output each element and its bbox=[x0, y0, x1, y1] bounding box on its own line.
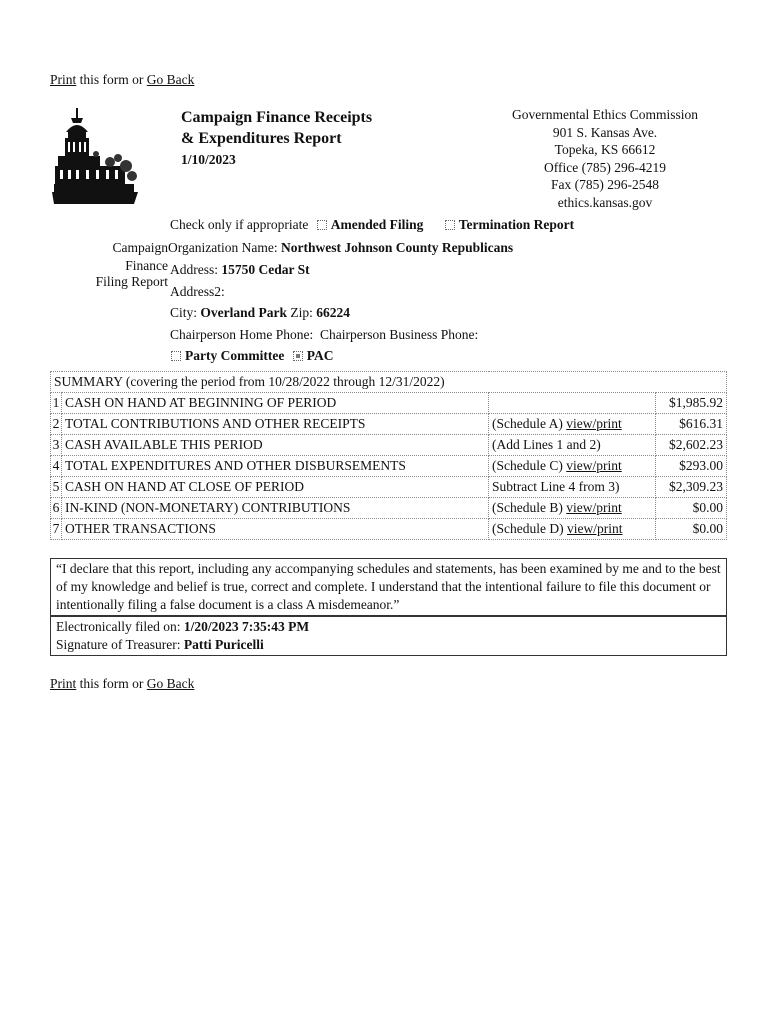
party-committee-checkbox[interactable] bbox=[171, 351, 181, 361]
pac-label: PAC bbox=[306, 348, 334, 363]
agency-name: Governmental Ethics Commission bbox=[512, 107, 698, 122]
schedule-cell bbox=[489, 498, 656, 519]
line-amount: $616.31 bbox=[656, 414, 727, 435]
side-label-finance: Finance bbox=[125, 258, 168, 273]
treasurer-signature-label: Signature of Treasurer: bbox=[56, 637, 181, 652]
line-number: 6 bbox=[51, 498, 62, 519]
report-date: 1/10/2023 bbox=[181, 152, 236, 167]
line-description: TOTAL EXPENDITURES AND OTHER DISBURSEMENTS bbox=[62, 456, 489, 477]
nav-separator-text: this form or bbox=[76, 72, 147, 87]
zip-value: 66224 bbox=[316, 305, 351, 320]
city-zip-row bbox=[170, 305, 350, 321]
summary-table bbox=[50, 371, 727, 540]
report-title-block bbox=[181, 107, 372, 170]
kansas-capitol-seal-icon bbox=[52, 104, 142, 208]
table-row bbox=[51, 456, 727, 477]
schedule-cell bbox=[489, 435, 656, 456]
organization-name-value: Northwest Johnson County Republicans bbox=[280, 240, 514, 255]
treasurer-signature-value: Patti Puricelli bbox=[183, 637, 264, 652]
schedule-cell bbox=[489, 393, 656, 414]
line-amount: $2,602.23 bbox=[656, 435, 727, 456]
agency-fax: Fax (785) 296-2548 bbox=[551, 177, 659, 193]
line-amount: $293.00 bbox=[656, 456, 727, 477]
schedule-cell bbox=[489, 414, 656, 435]
schedule-c-view-print-link[interactable]: view/print bbox=[566, 458, 622, 473]
line-description: IN-KIND (NON-MONETARY) CONTRIBUTIONS bbox=[62, 498, 489, 519]
address-value: 15750 Cedar St bbox=[221, 262, 310, 277]
line-number: 4 bbox=[51, 456, 62, 477]
chairperson-phone-row bbox=[170, 327, 478, 343]
address-label: Address: bbox=[170, 262, 218, 277]
line-amount: $1,985.92 bbox=[656, 393, 727, 414]
filing-info-block bbox=[50, 616, 727, 656]
report-title-line-1: Campaign Finance Receipts bbox=[181, 109, 373, 126]
line-description: OTHER TRANSACTIONS bbox=[62, 519, 489, 540]
schedule-a-view-print-link[interactable]: view/print bbox=[566, 416, 622, 431]
zip-label: Zip: bbox=[290, 305, 313, 320]
committee-type-row bbox=[166, 348, 333, 364]
nav-separator-text-bottom: this form or bbox=[76, 676, 147, 691]
schedule-text: (Schedule A) bbox=[492, 416, 567, 431]
report-title-line-2: & Expenditures Report bbox=[181, 130, 342, 147]
pac-checkbox[interactable] bbox=[293, 351, 303, 361]
line-amount: $0.00 bbox=[656, 498, 727, 519]
line-description: CASH ON HAND AT BEGINNING OF PERIOD bbox=[62, 393, 489, 414]
bottom-nav bbox=[50, 676, 194, 692]
agency-website: ethics.kansas.gov bbox=[557, 194, 653, 210]
termination-report-checkbox[interactable] bbox=[445, 220, 455, 230]
agency-contact-block bbox=[494, 106, 716, 212]
organization-name-label: Organization Name: bbox=[168, 240, 278, 255]
print-link-bottom[interactable]: Print bbox=[50, 676, 77, 691]
side-label-filing-report: Filing Report bbox=[95, 274, 168, 289]
termination-report-label: Termination Report bbox=[458, 217, 575, 232]
schedule-text: (Schedule C) bbox=[492, 458, 567, 473]
filed-on-value: 1/20/2023 7:35:43 PM bbox=[183, 619, 310, 634]
check-prompt: Check only if appropriate bbox=[170, 217, 309, 232]
organization-name-row bbox=[168, 240, 513, 256]
home-phone-label: Chairperson Home Phone: bbox=[170, 327, 314, 342]
city-label: City: bbox=[170, 305, 198, 320]
schedule-cell bbox=[489, 456, 656, 477]
go-back-link[interactable]: Go Back bbox=[146, 72, 195, 87]
line-number: 2 bbox=[51, 414, 62, 435]
line-description: CASH ON HAND AT CLOSE OF PERIOD bbox=[62, 477, 489, 498]
line-amount: $0.00 bbox=[656, 519, 727, 540]
agency-office-phone: Office (785) 296-4219 bbox=[544, 159, 666, 175]
print-link[interactable]: Print bbox=[50, 72, 77, 87]
table-row bbox=[51, 498, 727, 519]
agency-street: 901 S. Kansas Ave. bbox=[552, 124, 658, 140]
treasurer-signature-row bbox=[56, 636, 721, 654]
amended-filing-checkbox[interactable] bbox=[317, 220, 327, 230]
schedule-text: Subtract Line 4 from 3) bbox=[492, 479, 620, 494]
schedule-text: (Schedule D) bbox=[492, 521, 567, 536]
city-value: Overland Park bbox=[200, 305, 288, 320]
line-number: 7 bbox=[51, 519, 62, 540]
table-row bbox=[51, 477, 727, 498]
business-phone-label: Chairperson Business Phone: bbox=[319, 327, 479, 342]
side-label-campaign: Campaign bbox=[112, 240, 168, 255]
address-row bbox=[170, 262, 310, 278]
line-description: CASH AVAILABLE THIS PERIOD bbox=[62, 435, 489, 456]
schedule-cell bbox=[489, 519, 656, 540]
amended-filing-label: Amended Filing bbox=[330, 217, 424, 232]
declaration-statement: “I declare that this report, including any accompanying schedules and statements, has been examined by me and to the best of my knowledge and belief is true, correct and complete. I understand that the intentional failure to file this document or intentionally filing a false document is a class A misdemeanor.” bbox=[50, 558, 727, 616]
schedule-text: (Schedule B) bbox=[492, 500, 567, 515]
address2-label: Address2: bbox=[170, 284, 225, 299]
schedule-b-view-print-link[interactable]: view/print bbox=[566, 500, 622, 515]
go-back-link-bottom[interactable]: Go Back bbox=[146, 676, 195, 691]
line-amount: $2,309.23 bbox=[656, 477, 727, 498]
top-nav bbox=[50, 72, 194, 88]
schedule-d-view-print-link[interactable]: view/print bbox=[566, 521, 623, 536]
line-description: TOTAL CONTRIBUTIONS AND OTHER RECEIPTS bbox=[62, 414, 489, 435]
line-number: 1 bbox=[51, 393, 62, 414]
summary-heading-row bbox=[51, 372, 727, 393]
summary-heading: SUMMARY (covering the period from 10/28/2022 through 12/31/2022) bbox=[51, 372, 727, 393]
schedule-cell bbox=[489, 477, 656, 498]
table-row bbox=[51, 393, 727, 414]
address2-row bbox=[170, 284, 225, 300]
table-row bbox=[51, 519, 727, 540]
line-number: 5 bbox=[51, 477, 62, 498]
filed-on-label: Electronically filed on: bbox=[56, 619, 181, 634]
agency-city: Topeka, KS 66612 bbox=[554, 142, 656, 158]
filed-on-row bbox=[56, 618, 721, 636]
filing-type-checks bbox=[170, 217, 574, 233]
table-row bbox=[51, 435, 727, 456]
schedule-text: (Add Lines 1 and 2) bbox=[492, 437, 601, 452]
line-number: 3 bbox=[51, 435, 62, 456]
table-row bbox=[51, 414, 727, 435]
party-committee-label: Party Committee bbox=[185, 348, 285, 363]
